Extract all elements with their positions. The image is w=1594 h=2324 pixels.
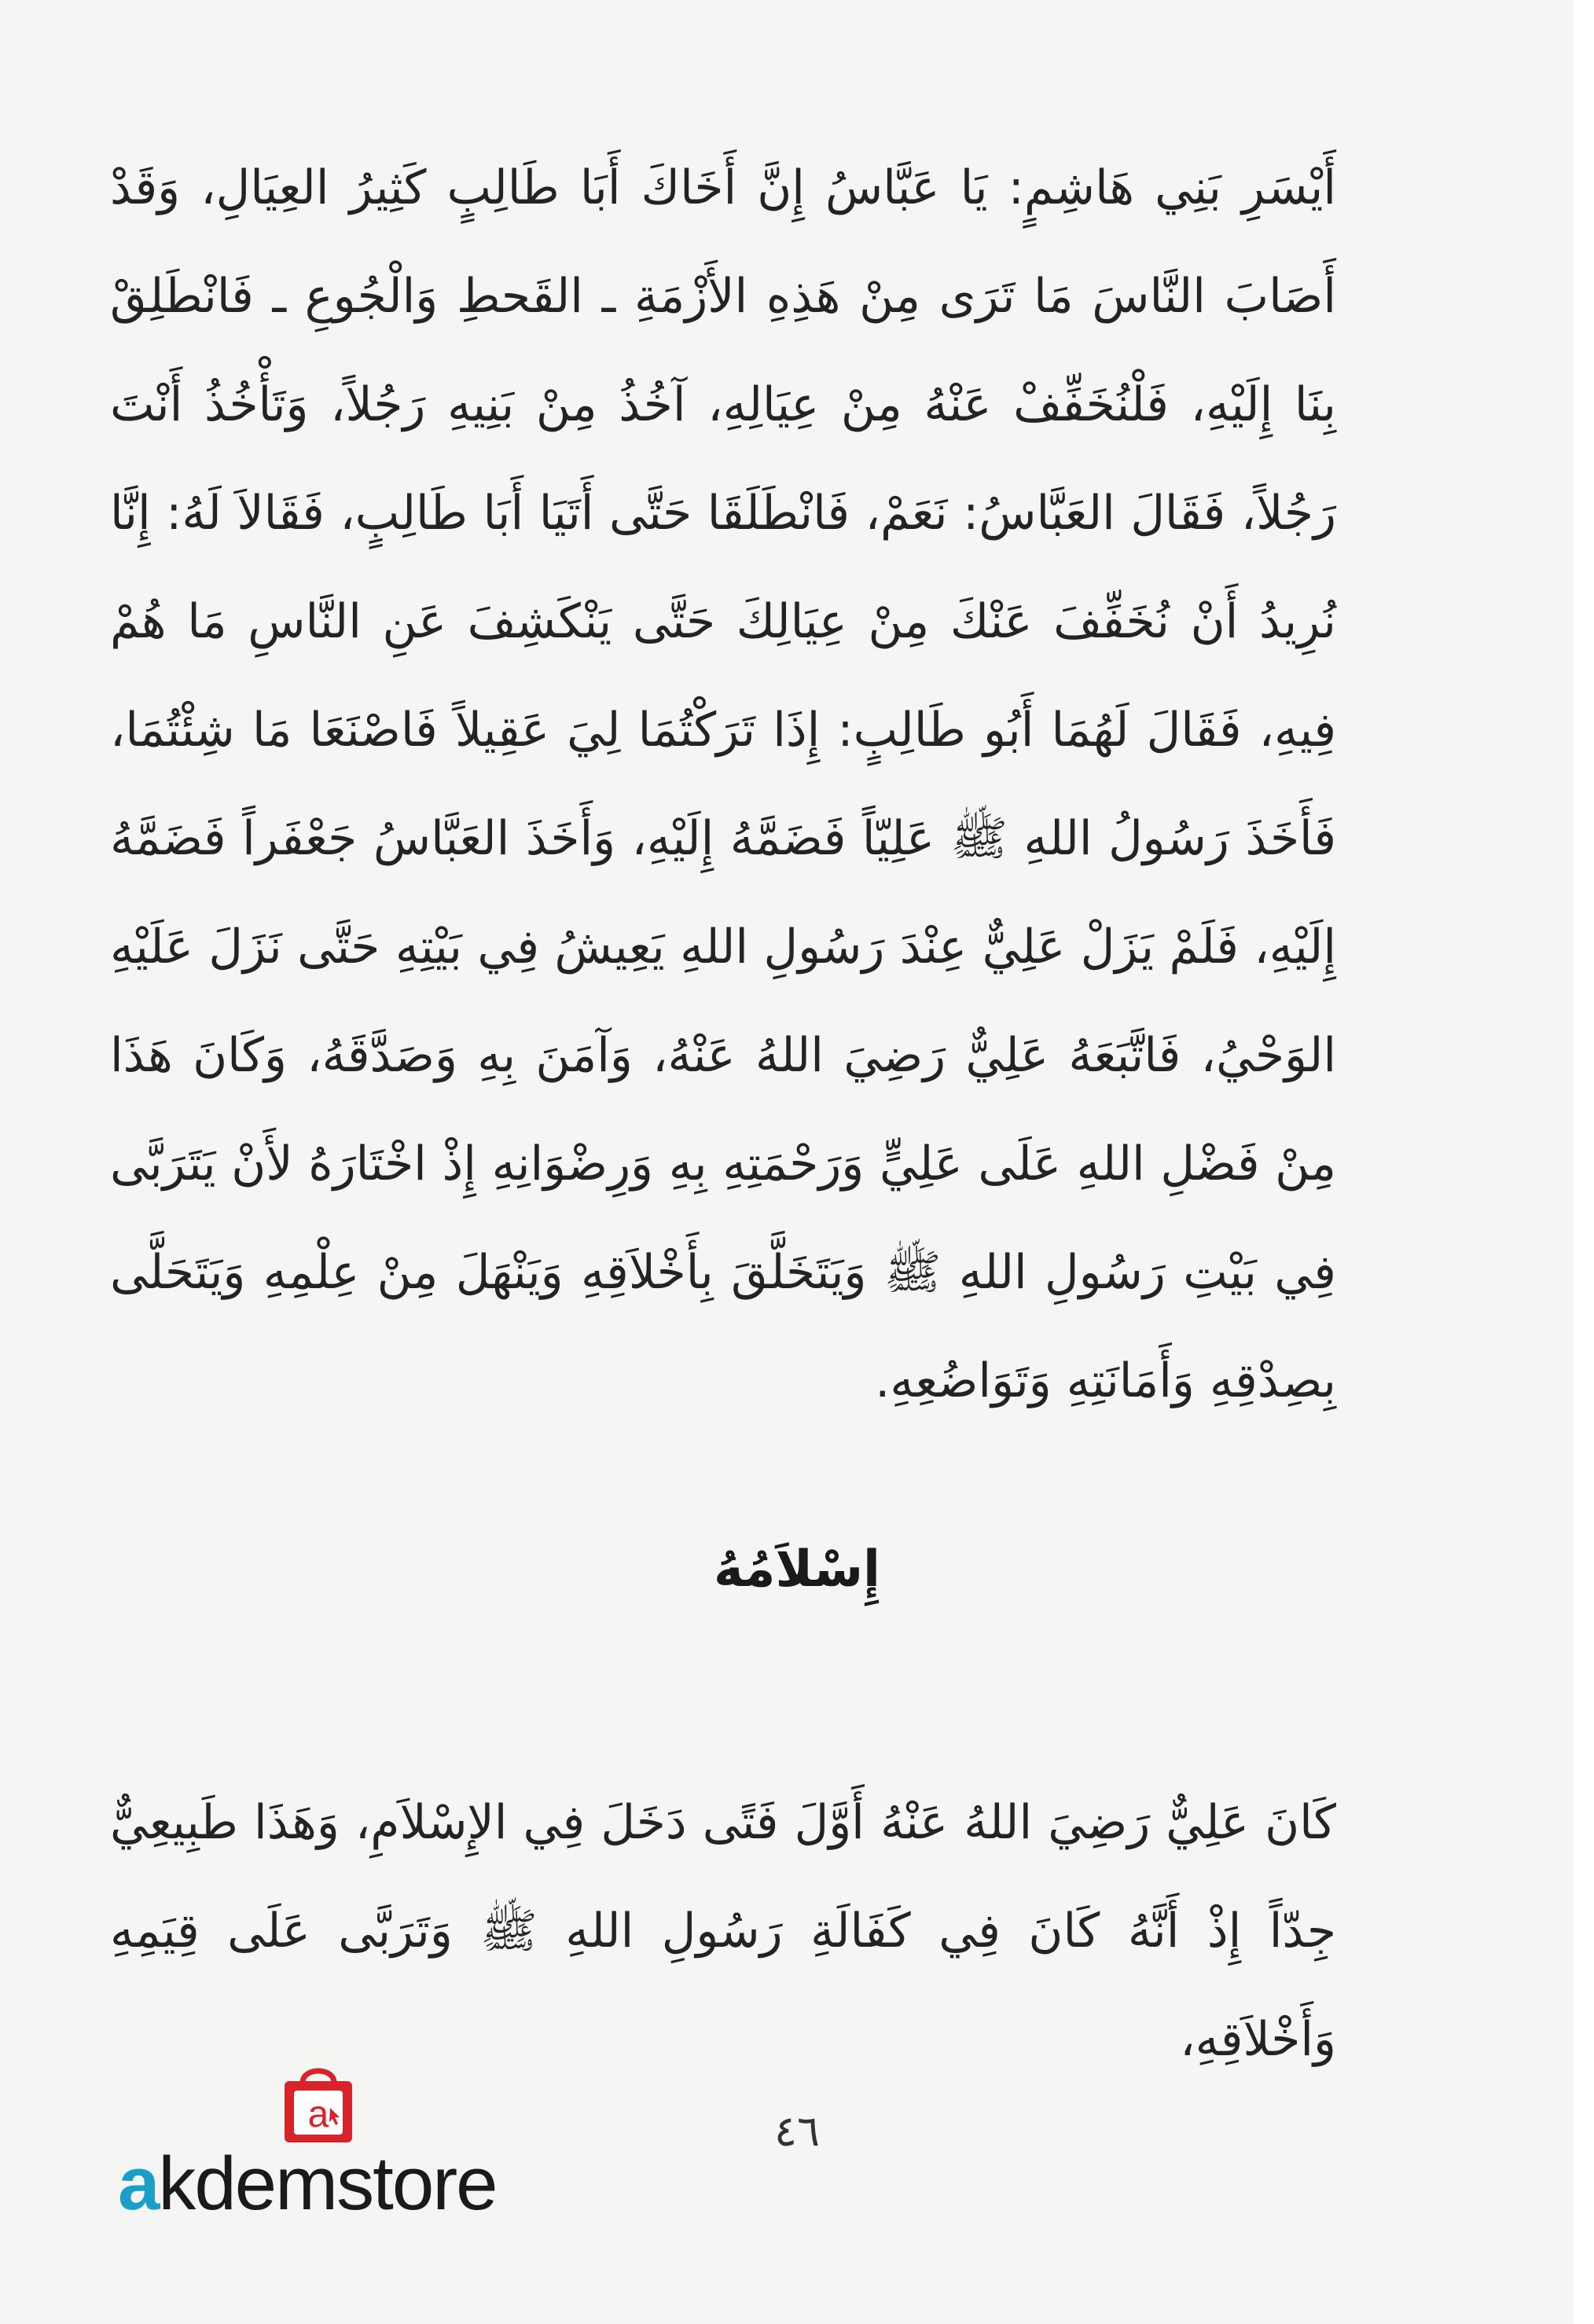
body-paragraph-2: كَانَ عَلِيٌّ رَضِيَ اللهُ عَنْهُ أَوَّلَ فَتًى دَخَلَ فِي الإِسْلاَمِ، وَهَذَا طَبِيعِيٌّ جِدّاً إِذْ أَنَّهُ كَانَ فِي كَفَالَةِ رَسُولِ اللهِ ﷺ وَتَرَبَّى عَلَى قِيَمِهِ وَأَخْلاَقِهِ، — [110, 1795, 1336, 2067]
shopping-bag-icon — [275, 2059, 362, 2146]
brand-name-rest: kdemstore — [158, 2142, 497, 2226]
section-heading: إِسْلاَمُهُ — [714, 1540, 880, 1599]
body-paragraph-1: أَيْسَرِ بَنِي هَاشِمٍ: يَا عَبَّاسُ إِنَّ أَخَاكَ أَبَا طَالِبٍ كَثِيرُ العِيَالِ، وَقَدْ أَصَابَ النَّاسَ مَا تَرَى مِنْ هَذِهِ الأَزْمَةِ ـ القَحطِ وَالْجُوعِ ـ فَانْطَلِقْ بِنَا إِلَيْهِ، فَلْنُخَفِّفْ عَنْهُ مِنْ عِيَالِهِ، آخُذُ مِنْ بَنِيهِ رَجُلاً، وَتَأْخُذُ أَنْتَ رَجُلاً، فَقَالَ العَبَّاسُ: نَعَمْ، فَانْطَلَقَا حَتَّى أَتَيَا أَبَا طَالِبٍ، فَقَالاَ لَهُ: إِنَّا نُرِيدُ أَنْ نُخَفِّفَ عَنْكَ مِنْ عِيَالِكَ حَتَّى يَنْكَشِفَ عَنِ النَّاسِ مَا هُمْ فِيهِ، فَقَالَ لَهُمَا أَبُو طَالِبٍ: إِذَا تَرَكْتُمَا لِيَ عَقِيلاً فَاصْنَعَا مَا شِئْتُمَا، فَأَخَذَ رَسُولُ اللهِ ﷺ عَلِيّاً فَضَمَّهُ إِلَيْهِ، وَأَخَذَ العَبَّاسُ جَعْفَراً فَضَمَّهُ إِلَيْهِ، فَلَمْ يَزَلْ عَلِيٌّ عِنْدَ رَسُولِ اللهِ يَعِيشُ فِي بَيْتِهِ حَتَّى نَزَلَ عَلَيْهِ الوَحْيُ، فَاتَّبَعَهُ عَلِيٌّ رَضِيَ اللهُ عَنْهُ، وَآمَنَ بِهِ وَصَدَّقَهُ، وَكَانَ هَذَا مِنْ فَضْلِ اللهِ عَلَى عَلِيٍّ وَرَحْمَتِهِ بِهِ وَرِضْوَانِهِ إِذْ اخْتَارَهُ لأَنْ يَتَرَبَّى فِي بَيْتِ رَسُولِ اللهِ ﷺ وَيَتَخَلَّقَ بِأَخْلاَقِهِ وَيَنْهَلَ مِنْ عِلْمِهِ وَيَتَحَلَّى بِصِدْقِهِ وَأَمَانَتِهِ وَتَوَاضُعِهِ. — [110, 160, 1336, 1408]
page-edge — [1574, 0, 1594, 2324]
brand-name — [118, 2141, 497, 2227]
page-number: ٤٦ — [773, 2106, 820, 2156]
store-logo — [118, 2059, 527, 2240]
bag-letter: a — [307, 2094, 329, 2135]
brand-name-first: a — [118, 2142, 159, 2226]
